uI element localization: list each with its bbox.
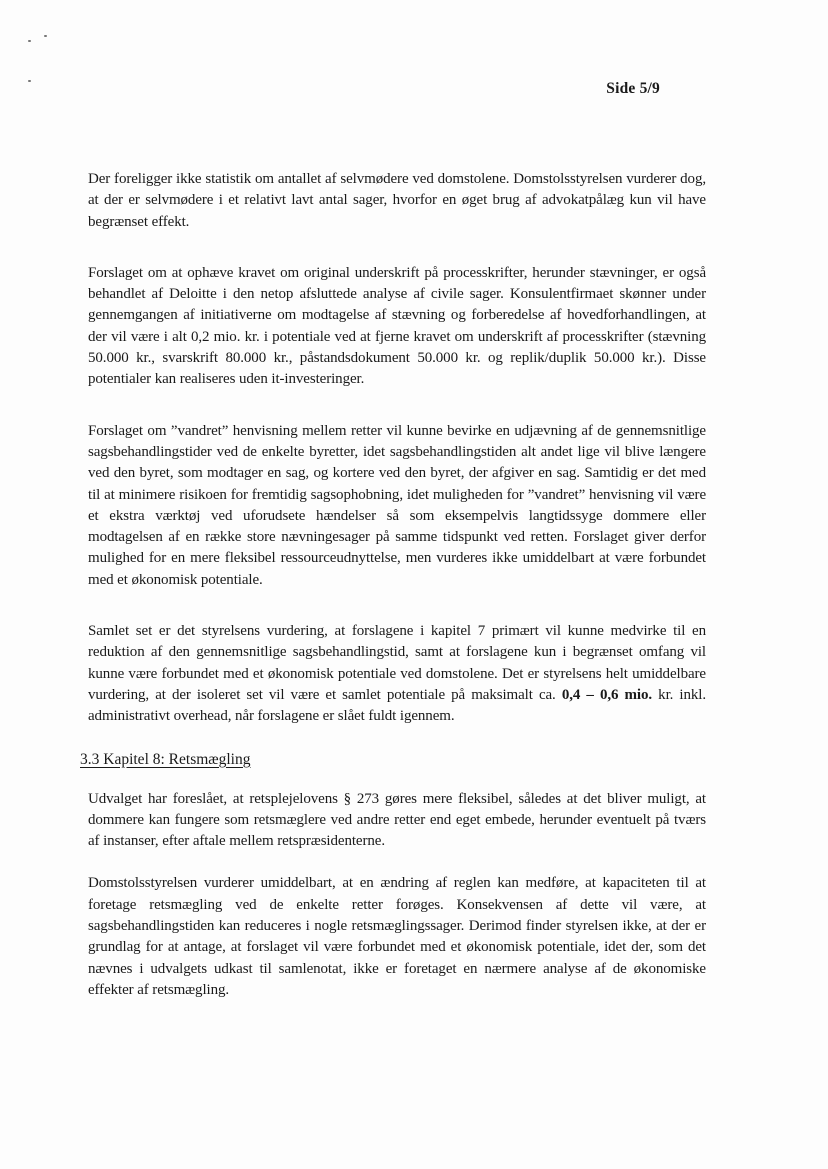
section-heading: 3.3 Kapitel 8: Retsmægling [80, 750, 251, 768]
scan-speck [44, 35, 47, 37]
paragraph: Forslaget om ”vandret” henvisning mellem retter vil kunne bevirke en udjævning af de gennemsnitlige sagsbehandlingstider ved de enkelte byretter, idet sagsbehandlingstiden alt andet lige vil blive længere ved den byret, som modtager en sag, og kortere ved den byret, der afgiver en sag. Samtidig er det med til at minimere risikoen for fremtidig sagsophobning, idet muligheden for ”vandret” henvisning vil være et ekstra værktøj ved uforudsete hændelser så som eksempelvis langtidssyge dommere eller modtagelsen af en række store nævningesager på samme tidspunkt ved retten. Forslaget giver derfor mulighed for en mere fleksibel ressourceudnyttelse, men vurderes ikke umiddelbart at være forbundet med et økonomisk potentiale. [88, 422, 706, 588]
scan-speck [28, 40, 31, 42]
document-body [80, 169, 707, 1022]
paragraph [88, 621, 706, 727]
paragraph-text: Samlet set er det styrelsens vurdering, at forslagene i kapitel 7 primært vil kunne medvirke til en reduktion af den gennemsnitlige sagsbehandlingstid, samt at forslagene kun i begrænset omfang vil kunne være forbundet med et økonomisk potentiale ved domstolene. Det er styrelsens helt umiddelbare vurdering, at der isoleret set vil være et samlet potentiale på maksimalt ca. [88, 623, 706, 703]
paragraph: Forslaget om at ophæve kravet om original underskrift på processkrifter, herunder stævninger, er også behandlet af Deloitte i den netop afsluttede analyse af civile sager. Konsulentfirmaet skønner under gennemgangen af initiativerne om modtagelse af stævning og forberedelse af hovedforhandlingen, at der vil være i alt 0,2 mio. kr. i potentiale ved at fjerne kravet om underskrift af processkrifter (stævning 50.000 kr., svarskrift 80.000 kr., påstandsdokument 50.000 kr. og replik/duplik 50.000 kr.). Disse potentialer kan realiseres uden it-investeringer. [88, 264, 706, 388]
page-number: Side 5/9 [606, 80, 660, 97]
potential-amount: 0,4 – 0,6 mio. [561, 686, 653, 703]
paragraph: Domstolsstyrelsen vurderer umiddelbart, at en ændring af reglen kan medføre, at kapaciteten til at foretage retsmægling ved de enkelte retter forøges. Konsekvensen af dette vil være, at sagsbehandlingstiden kan reduceres i nogle retsmæglingssager. Derimod finder styrelsen ikke, at der er grundlag for at antage, at forslaget vil være forbundet med et økonomisk potentiale, idet der, som det nævnes i udvalgets udkast til samlenotat, ikke er foretaget en nærmere analyse af de økonomiske effekter af retsmægling. [88, 875, 706, 998]
scan-speck [28, 80, 31, 82]
paragraph-text: kr. inkl. administrativt overhead, når forslagene er slået fuldt igennem. [88, 686, 707, 725]
paragraph: Der foreligger ikke statistik om antallet af selvmødere ved domstolene. Domstolsstyrelsen vurderer dog, at der er selvmødere i et relativt lavt antal sager, hvorfor en øget brug af advokatpålæg kun vil have begrænset effekt. [88, 171, 706, 230]
paragraph: Udvalget har foreslået, at retsplejelovens § 273 gøres mere fleksibel, således at det bliver muligt, at dommere kan fungere som retsmæglere ved andre retter end eget embede, herunder eventuelt på tværs af instanser, efter aftale mellem retspræsidenterne. [88, 790, 706, 850]
